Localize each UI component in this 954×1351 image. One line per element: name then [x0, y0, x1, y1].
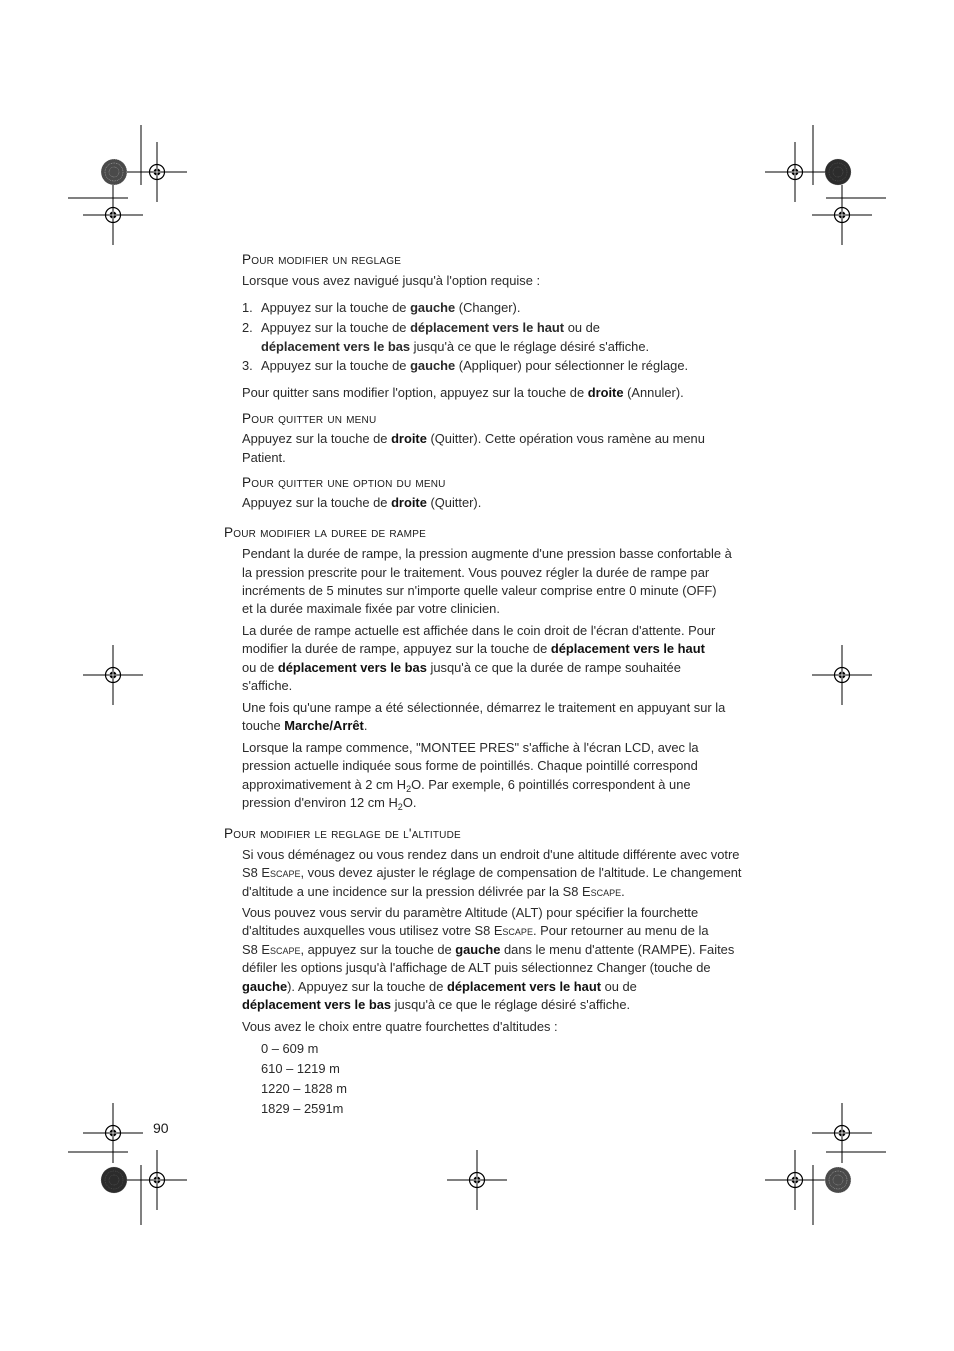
paragraph: Appuyez sur la touche de droite (Quitter). [242, 495, 482, 510]
paragraph-line: Vous pouvez vous servir du paramètre Altitude (ALT) pour spécifier la fourchette [242, 905, 699, 920]
altitude-range: 0 – 609 m [261, 1041, 319, 1056]
section-heading: Pour modifier le reglage de l'altitude [224, 826, 461, 841]
altitude-range: 610 – 1219 m [261, 1061, 340, 1076]
paragraph-line: S8 Escape, vous devez ajuster le réglage de compensation de l'altitude. Le changement [242, 865, 742, 880]
registration-mark-icon [812, 645, 872, 705]
paragraph: Appuyez sur la touche de droite (Quitter). Cette opération vous ramène au menu [242, 431, 705, 446]
paragraph-line: d'altitudes auxquelles vous utilisez votre S8 Escape. Pour retourner au menu de la [242, 923, 709, 938]
paragraph-line: touche Marche/Arrêt. [242, 718, 368, 733]
paragraph-line: Pendant la durée de rampe, la pression augmente d'une pression basse confortable à [242, 546, 732, 561]
altitude-range: 1220 – 1828 m [261, 1081, 348, 1096]
registration-mark-icon [83, 185, 143, 245]
registration-mark-icon [447, 1150, 507, 1210]
registration-mark-icon [83, 645, 143, 705]
subsection-heading: Pour quitter un menu [242, 411, 377, 426]
paragraph-line: et la durée maximale fixée par votre clinicien. [242, 601, 500, 616]
paragraph: Lorsque vous avez navigué jusqu'à l'option requise : [242, 273, 541, 288]
paragraph-line: pression actuelle indiquée sous forme de pointillés. Chaque pointillé correspond [242, 758, 698, 773]
paragraph-line: d'altitude a une incidence sur la pression délivrée par la S8 Escape. [242, 884, 625, 899]
paragraph-line: Une fois qu'une rampe a été sélectionnée, démarrez le traitement en appuyant sur la [242, 700, 726, 715]
paragraph-line: déplacement vers le bas jusqu'à ce que le réglage désiré s'affiche. [242, 997, 631, 1012]
paragraph-line: pression d'environ 12 cm $H_2O$. [242, 795, 417, 812]
paragraph-line: modifier la durée de rampe, appuyez sur la touche de déplacement vers le haut [242, 641, 705, 656]
paragraph-line: approximativement à 2 cm $H_2O$. Par exemple, 6 pointillés correspondent à une [242, 777, 691, 794]
paragraph-line: Patient. [242, 450, 286, 465]
paragraph-line: S8 Escape, appuyez sur la touche de gauche dans le menu d'attente (RAMPE). Faites [242, 942, 735, 957]
altitude-range: 1829 – 2591m [261, 1101, 344, 1116]
paragraph-line: Vous avez le choix entre quatre fourchettes d'altitudes : [242, 1019, 558, 1034]
paragraph-line: Si vous déménagez ou vous rendez dans un endroit d'une altitude différente avec votre [242, 847, 740, 862]
starburst-mark-icon [825, 159, 851, 185]
section-heading: Pour modifier la duree de rampe [224, 525, 426, 540]
paragraph: Pour quitter sans modifier l'option, appuyez sur la touche de droite (Annuler). [242, 385, 684, 400]
starburst-mark-icon [101, 159, 127, 185]
paragraph-line: incréments de 5 minutes sur n'importe quelle valeur comprise entre 0 minute (OFF) [242, 583, 717, 598]
registration-mark-icon [127, 1150, 187, 1210]
registration-mark-icon [765, 142, 825, 202]
registration-mark-icon [812, 185, 872, 245]
starburst-mark-icon [825, 1167, 851, 1193]
paragraph-line: s'affiche. [242, 678, 293, 693]
registration-mark-icon [765, 1150, 825, 1210]
page-number: 90 [153, 1120, 169, 1136]
registration-mark-icon [127, 142, 187, 202]
paragraph-line: La durée de rampe actuelle est affichée dans le coin droit de l'écran d'attente. Pour [242, 623, 716, 638]
subsection-heading: Pour modifier un reglage [242, 252, 402, 267]
paragraph-line: gauche). Appuyez sur la touche de déplacement vers le haut ou de [242, 979, 637, 994]
paragraph-line: la pression prescrite pour le traitement. Vous pouvez régler la durée de rampe par [242, 565, 710, 580]
paragraph-line: défiler les options jusqu'à l'affichage de ALT puis sélectionnez Changer (touche de [242, 960, 711, 975]
registration-mark-icon [83, 1103, 143, 1163]
registration-mark-icon [812, 1103, 872, 1163]
starburst-mark-icon [101, 1167, 127, 1193]
paragraph-line: ou de déplacement vers le bas jusqu'à ce que la durée de rampe souhaitée [242, 660, 681, 675]
paragraph-line: Lorsque la rampe commence, "MONTEE PRES" s'affiche à l'écran LCD, avec la [242, 740, 699, 755]
subsection-heading: Pour quitter une option du menu [242, 475, 446, 490]
